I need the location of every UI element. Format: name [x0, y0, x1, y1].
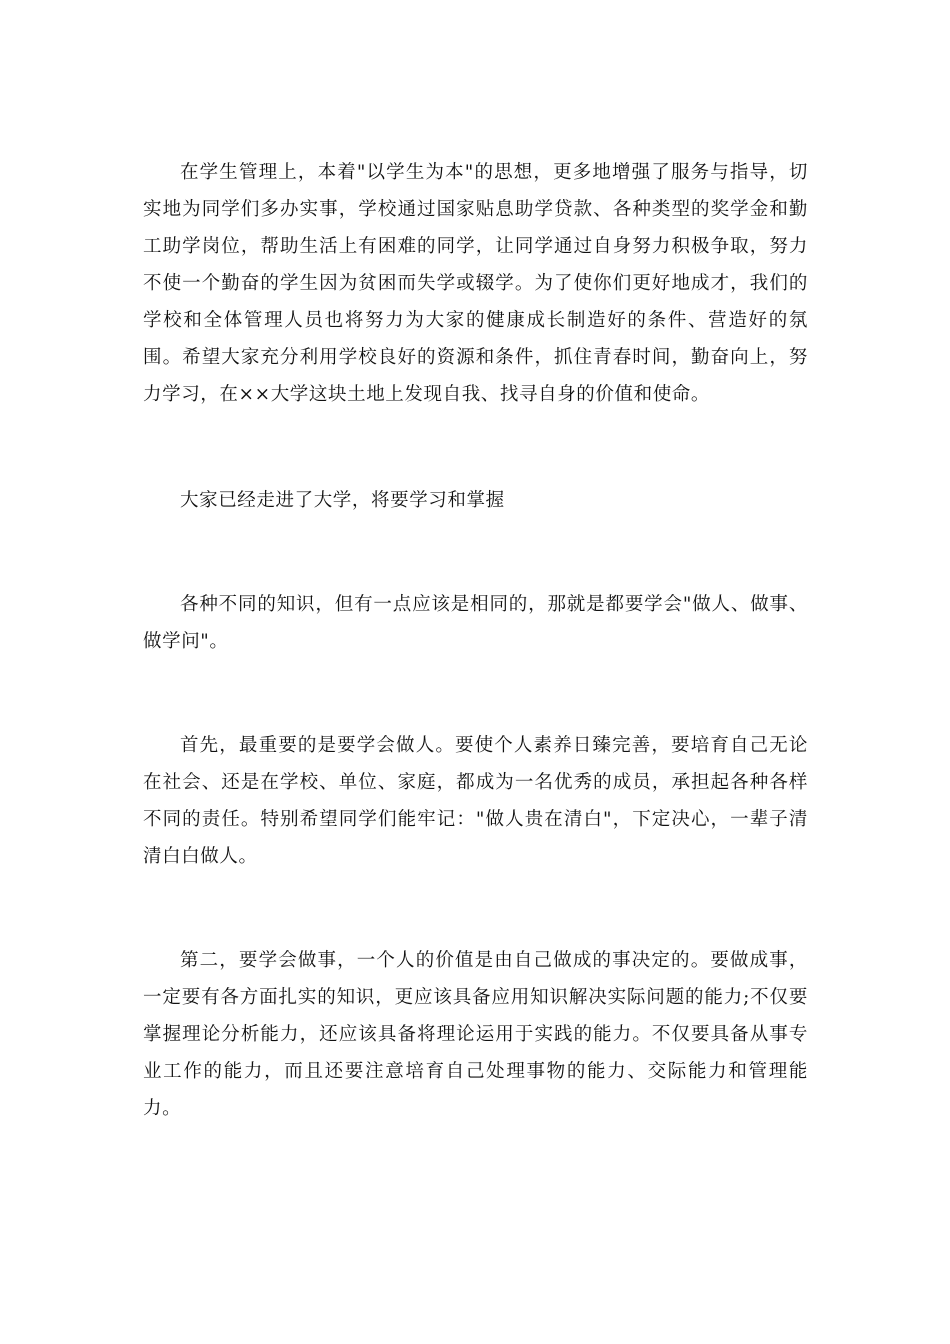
- paragraph-second-do-things: 第二，要学会做事，一个人的价值是由自己做成的事决定的。要做成事，一定要有各方面扎实的知识，更应该具备应用知识解决实际问题的能力;不仅要掌握理论分析能力，还应该具备将理论运用于实践的能力。不仅要具备从事专业工作的能力，而且还要注意培育自己处理事物的能力、交际能力和管理能力。: [143, 950, 808, 1119]
- paragraph-first-be-person: 首先，最重要的是要学会做人。要使个人素养日臻完善，要培育自己无论在社会、还是在学校、单位、家庭，都成为一名优秀的成员，承担起各种各样不同的责任。特别希望同学们能牢记："做人贵在清白"，下定决心，一辈子清清白白做人。: [143, 735, 808, 867]
- paragraph-student-management: 在学生管理上，本着"以学生为本"的思想，更多地增强了服务与指导，切实地为同学们多办实事，学校通过国家贴息助学贷款、各种类型的奖学金和勤工助学岗位，帮助生活上有困难的同学，让同学通过自身努力积极争取，努力不使一个勤奋的学生因为贫困而失学或辍学。为了使你们更好地成才，我们的学校和全体管理人员也将努力为大家的健康成长制造好的条件、营造好的氛围。希望大家充分利用学校良好的资源和条件，抓住青春时间，勤奋向上，努力学习，在××大学这块土地上发现自我、找寻自身的价值和使命。: [143, 162, 808, 405]
- paragraph-learn-to-be-person: 各种不同的知识，但有一点应该是相同的，那就是都要学会"做人、做事、做学问"。: [143, 594, 808, 652]
- paragraph-entering-university: 大家已经走进了大学，将要学习和掌握: [180, 490, 505, 511]
